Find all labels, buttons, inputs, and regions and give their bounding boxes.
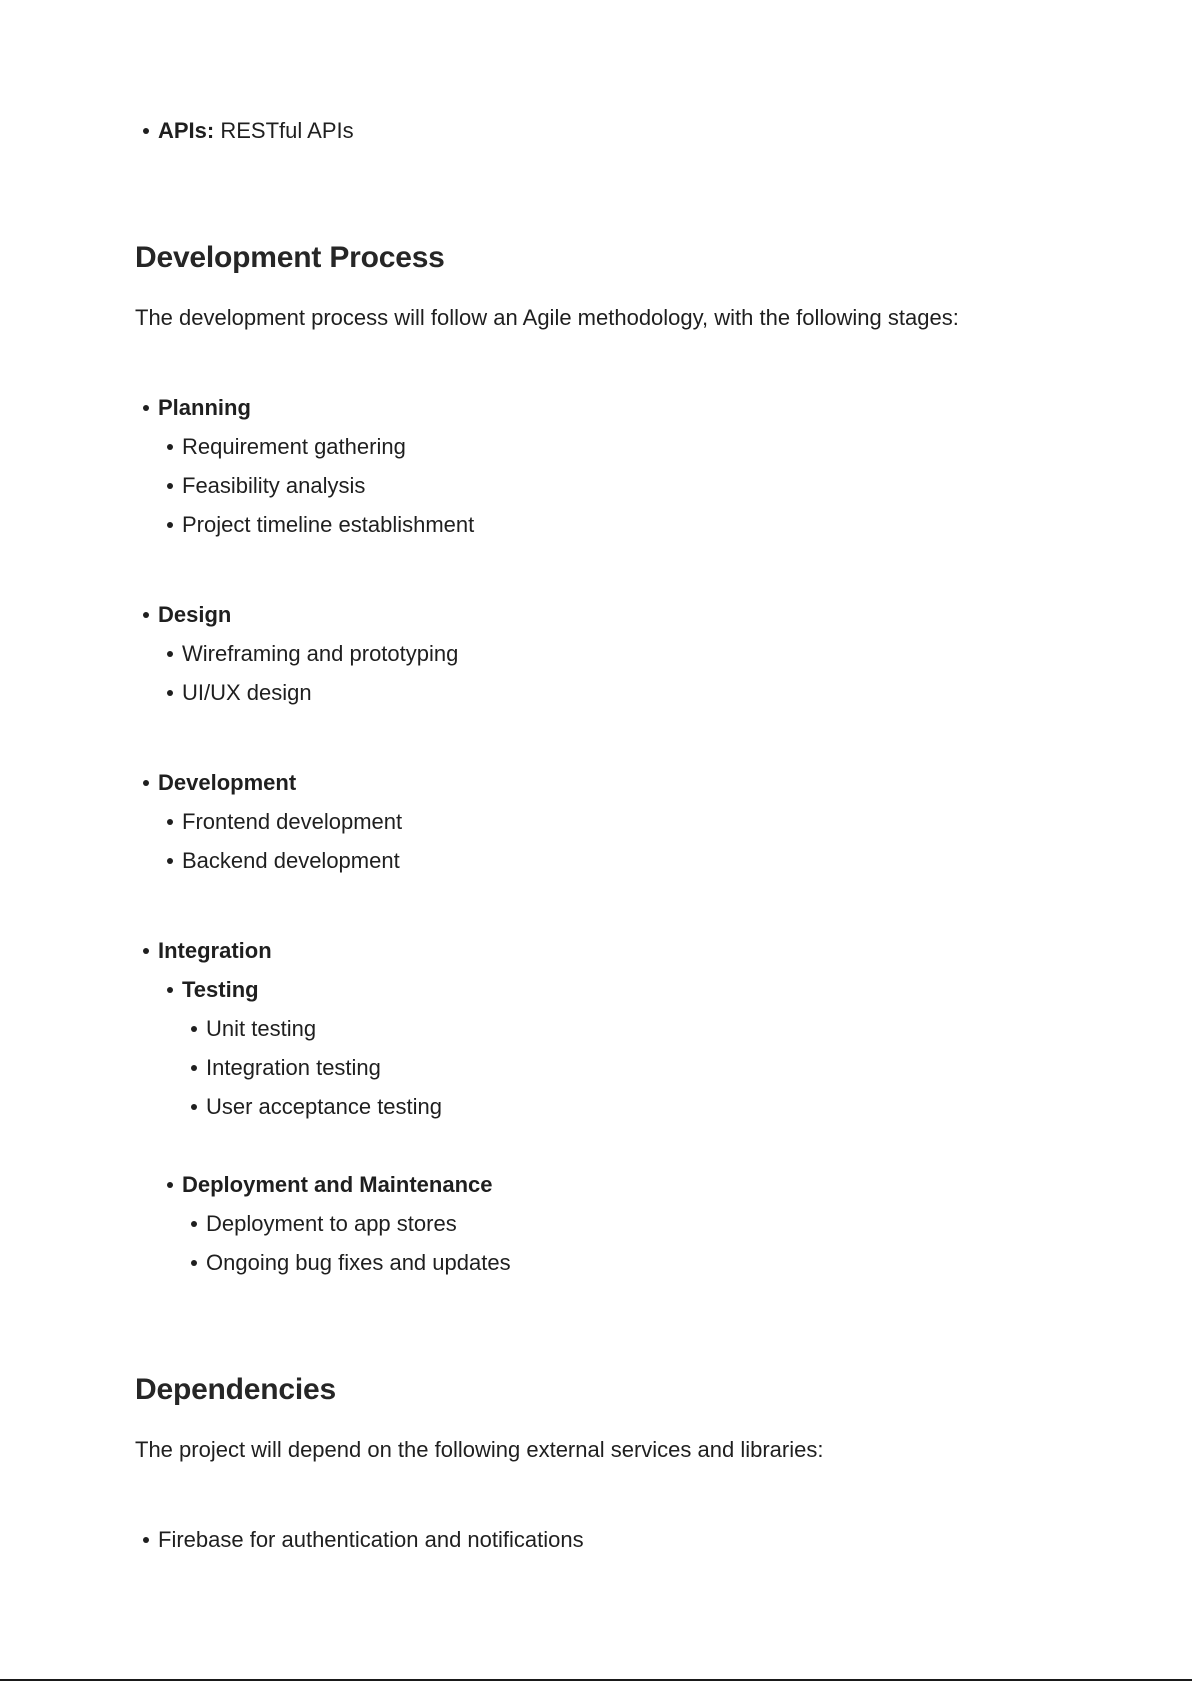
bullet-icon	[143, 128, 149, 134]
list-item-deployment	[167, 1172, 493, 1198]
list-item	[167, 512, 474, 538]
list-item-firebase	[143, 1527, 584, 1553]
apis-label: APIs:	[158, 118, 215, 143]
list-item	[191, 1211, 457, 1237]
bullet-icon	[143, 948, 149, 954]
list-item-text: Wireframing and prototyping	[182, 641, 459, 666]
bullet-icon	[191, 1221, 197, 1227]
list-item-design	[143, 602, 231, 628]
deployment-label: Deployment and Maintenance	[182, 1172, 493, 1197]
bullet-icon	[167, 651, 173, 657]
development-process-intro: The development process will follow an Agile methodology, with the following stages:	[135, 305, 959, 330]
list-item-planning	[143, 395, 251, 421]
bullet-icon	[143, 405, 149, 411]
list-item-integration	[143, 938, 272, 964]
list-item	[167, 848, 400, 874]
dependencies-intro: The project will depend on the following external services and libraries:	[135, 1437, 824, 1462]
bullet-icon	[167, 444, 173, 450]
list-item	[191, 1250, 511, 1276]
list-item-testing	[167, 977, 259, 1003]
list-item-apis	[143, 118, 354, 144]
planning-label: Planning	[158, 395, 251, 420]
list-item	[191, 1016, 316, 1042]
bullet-icon	[167, 522, 173, 528]
list-item	[191, 1055, 381, 1081]
list-item-text: Unit testing	[206, 1016, 317, 1041]
bullet-icon	[191, 1104, 197, 1110]
design-label: Design	[158, 602, 232, 627]
list-item-text: Frontend development	[182, 809, 403, 834]
page-divider	[0, 1679, 1192, 1681]
bullet-icon	[143, 612, 149, 618]
bullet-icon	[143, 780, 149, 786]
bullet-icon	[191, 1065, 197, 1071]
testing-label: Testing	[182, 977, 259, 1002]
list-item-text: Requirement gathering	[182, 434, 406, 459]
development-label: Development	[158, 770, 297, 795]
bullet-icon	[167, 690, 173, 696]
list-item-text: Deployment to app stores	[206, 1211, 457, 1236]
list-item	[167, 473, 365, 499]
integration-label: Integration	[158, 938, 272, 963]
list-item-text: Integration testing	[206, 1055, 381, 1080]
list-item	[191, 1094, 442, 1120]
list-item	[167, 434, 406, 460]
bullet-icon	[167, 858, 173, 864]
bullet-icon	[167, 1182, 173, 1188]
bullet-icon	[191, 1026, 197, 1032]
list-item	[167, 641, 458, 667]
development-process-heading: Development Process	[135, 241, 445, 274]
list-item-text: Firebase for authentication and notifications	[158, 1527, 584, 1552]
list-item	[167, 809, 402, 835]
bullet-icon	[167, 819, 173, 825]
apis-value: RESTful APIs	[214, 118, 354, 143]
list-item	[167, 680, 312, 706]
list-item-text: Feasibility analysis	[182, 473, 366, 498]
list-item-development	[143, 770, 296, 796]
list-item-text: User acceptance testing	[206, 1094, 443, 1119]
bullet-icon	[167, 483, 173, 489]
list-item-text: UI/UX design	[182, 680, 312, 705]
bullet-icon	[143, 1537, 149, 1543]
dependencies-heading: Dependencies	[135, 1373, 337, 1406]
bullet-icon	[191, 1260, 197, 1266]
bullet-icon	[167, 987, 173, 993]
list-item-text: Backend development	[182, 848, 400, 873]
list-item-text: Ongoing bug fixes and updates	[206, 1250, 511, 1275]
list-item-text: Project timeline establishment	[182, 512, 475, 537]
